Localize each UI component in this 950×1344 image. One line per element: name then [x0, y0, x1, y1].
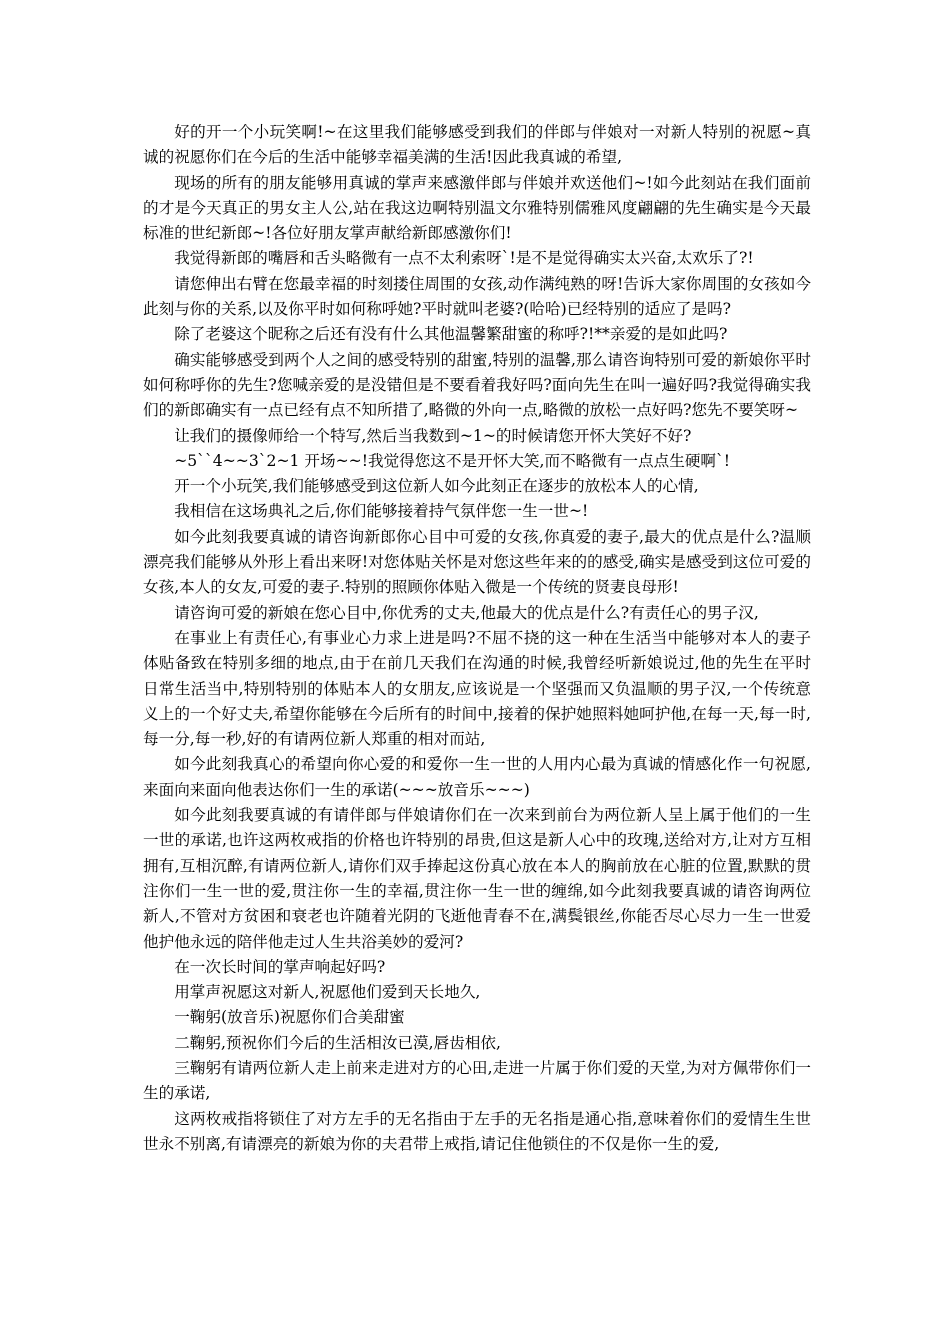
paragraph: 我相信在这场典礼之后,你们能够接着持气氛伴您一生一世~! — [174, 502, 589, 521]
paragraph: 我觉得新郎的嘴唇和舌头略微有一点不太利索呀`!是不是觉得确实太兴奋,太欢乐了?! — [174, 249, 754, 268]
paragraph: 好的开一个小玩笑啊!~在这里我们能够感受到我们的伴郎与伴娘对一对新人特别的祝愿~真诚的祝愿你们在今后的生活中能够幸福美满的生活!因此我真诚的希望, — [143, 123, 811, 167]
paragraph: 请您伸出右臂在您最幸福的时刻搂住周围的女孩,动作满纯熟的呀!告诉大家你周围的女孩如今此刻与你的关系,以及你平时如何称呼她?平时就叫老婆?(哈哈)已经特别的适应了是吗? — [143, 274, 811, 319]
paragraph: 一鞠躬(放音乐)祝愿你们合美甜蜜 — [174, 1008, 405, 1027]
paragraph: 这两枚戒指将锁住了对方左手的无名指由于左手的无名指是通心指,意味着你们的爱情生生世世永不别离,有请漂亮的新娘为你的夫君带上戒指,请记住他锁住的不仅是你一生的爱, — [143, 1109, 811, 1153]
paragraph: 如今此刻我真心的希望向你心爱的和爱你一生一世的人用内心最为真诚的情感化作一句祝愿,来面向来面向他表达你们一生的承诺(~~~放音乐~~~) — [143, 755, 811, 799]
paragraph: 确实能够感受到两个人之间的感受特别的甜蜜,特别的温馨,那么请咨询特别可爱的新娘你平时如何称呼你的先生?您喊亲爱的是没错但是不要看着我好吗?面向先生在叫一遍好吗?我觉得确实我们的新郎确实有一点已经有点不知所措了,略微的外向一点,略微的放松一点好吗?您先不要笑呀~ — [143, 350, 811, 420]
paragraph: 如今此刻我要真诚的有请伴郎与伴娘请你们在一次来到前台为两位新人呈上属于他们的一生一世的承诺,也许这两枚戒指的价格也许特别的昂贵,但这是新人心中的玫瑰,送给对方,让对方互相拥有,互相沉醉,有请两位新人,请你们双手捧起这份真心放在本人的胸前放在心脏的位置,默默的贯注你们一生一世的爱,贯注你一生的幸福,贯注你一生一世的缠绵,如今此刻我要真诚的请咨询两位新人,不管对方贫困和衰老也许随着光阴的飞逝他青春不在,满鬓银丝,你能否尽心尽力一生一世爱他护他永远的陪伴他走过人生共浴美妙的爱河? — [143, 806, 811, 951]
paragraph: 现场的所有的朋友能够用真诚的掌声来感激伴郎与伴娘并欢送他们~!如今此刻站在我们面前的才是今天真正的男女主人公,站在我这边啊特别温文尔雅特别儒雅风度翩翩的先生确实是今天最标准的世纪新郎~!各位好朋友掌声献给新郎感激你们! — [143, 173, 811, 243]
paragraph: 让我们的摄像师给一个特写,然后当我数到~1~的时候请您开怀大笑好不好? — [174, 426, 692, 445]
paragraph: 在事业上有责任心,有事业心力求上进是吗?不屈不挠的这一种在生活当中能够对本人的妻子体贴备致在特别多细的地点,由于在前几天我们在沟通的时候,我曾经听新娘说过,他的先生在平时日常生活当中,特别特别的体贴本人的女朋友,应该说是一个坚强而又负温顺的男子汉,一个传统意义上的一个好丈夫,希望你能够在今后所有的时间中,接着的保护她照料她呵护他,在每一天,每一时,每一分,每一秒,好的有请两位新人郑重的相对而站, — [143, 628, 811, 749]
paragraph: 在一次长时间的掌声响起好吗? — [174, 957, 386, 976]
paragraph: 开一个小玩笑,我们能够感受到这位新人如今此刻正在逐步的放松本人的心情, — [174, 477, 699, 496]
paragraph: ~5``4~~3`2~1 开场~~!我觉得您这不是开怀大笑,而不略微有一点点生硬啊`! — [174, 451, 731, 470]
document-page — [143, 120, 811, 1157]
paragraph: 如今此刻我要真诚的请咨询新郎你心目中可爱的女孩,你真爱的妻子,最大的优点是什么?温顺漂亮我们能够从外形上看出来呀!对您体贴关怀是对您这些年来的的感受,确实是感受到这位可爱的女孩,本人的女友,可爱的妻子.特别的照顾你体贴入微是一个传统的贤妻良母形! — [143, 527, 811, 597]
paragraph: 除了老婆这个昵称之后还有没有什么其他温馨繁甜蜜的称呼?!**亲爱的是如此吗? — [174, 325, 728, 344]
paragraph: 二鞠躬,预祝你们今后的生活相汝已漠,唇齿相依, — [174, 1033, 501, 1052]
paragraph: 请咨询可爱的新娘在您心目中,你优秀的丈夫,他最大的优点是什么?有责任心的男子汉, — [174, 603, 759, 622]
paragraph: 用掌声祝愿这对新人,祝愿他们爱到天长地久, — [174, 983, 481, 1002]
paragraph: 三鞠躬有请两位新人走上前来走进对方的心田,走进一片属于你们爱的天堂,为对方佩带你们一生的承诺, — [143, 1058, 811, 1103]
